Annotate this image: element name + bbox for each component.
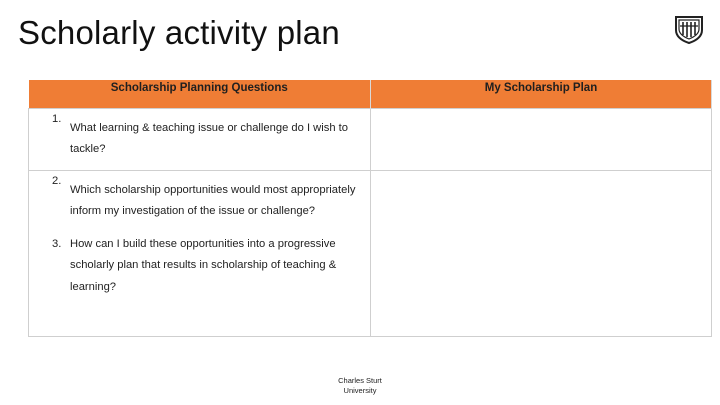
slide-title: Scholarly activity plan [18,14,340,51]
table-row [29,170,712,336]
question-item [29,234,370,299]
question-item [29,171,370,223]
question-text: Which scholarship opportunities would most appropriately inform my investigation of the issue or challenge? [70,183,356,217]
university-shield-icon [672,14,706,44]
question-text: What learning & teaching issue or challenge do I wish to tackle? [70,121,348,155]
table-header-row [29,80,712,108]
questions-cell [29,170,371,336]
plan-answer-cell[interactable] [371,170,712,336]
question-number: 3. [52,237,62,250]
question-number: 2. [52,174,62,187]
header-planning-questions: Scholarship Planning Questions [29,80,371,108]
scholarship-planning-table [28,80,712,337]
table-row [29,108,712,170]
plan-answer-cell[interactable] [371,108,712,170]
header-my-plan: My Scholarship Plan [371,80,712,108]
question-number: 1. [52,112,62,125]
footer-line: University [343,386,377,395]
questions-cell [29,108,371,170]
question-text: How can I build these opportunities into a progressive scholarly plan that results in scholarship of teaching & learning? [70,237,337,293]
footer-university-name [320,376,400,396]
footer-line: Charles Sturt [338,376,382,385]
question-item [29,109,370,161]
